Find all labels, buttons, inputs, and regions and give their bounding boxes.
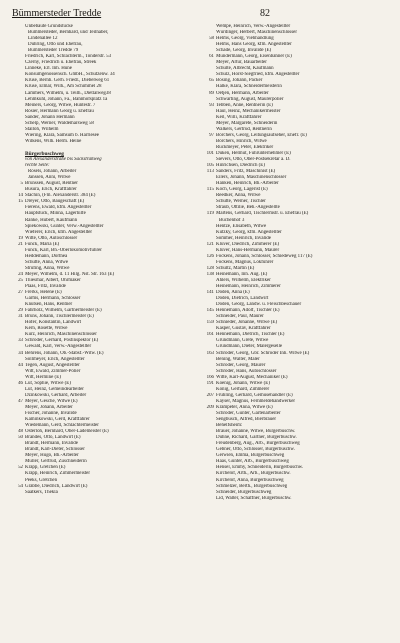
house-number bbox=[12, 490, 25, 496]
entry-text: Janssen, Anni, Witwe bbox=[28, 175, 71, 181]
entry-text: Schröder, Georg, Gbr. Schröder Inh. Witwe (E) bbox=[216, 350, 310, 356]
house-number: 115 bbox=[206, 187, 214, 193]
house-number: 65 bbox=[209, 78, 214, 84]
entry-text: Sievers, Otto, Ober-Postsekretär a. D. bbox=[216, 157, 291, 163]
house-number: 126 bbox=[206, 253, 214, 259]
entry-text: Hofer, Konstantin, Landwirt bbox=[25, 320, 82, 326]
entry-text: Klüver, Diedrich, Zimmerer (E) bbox=[216, 241, 280, 247]
entry-text: Funck, Maria (E) bbox=[25, 241, 60, 247]
house-number: 138 bbox=[206, 271, 214, 277]
entry-text: Wempe, Heinrich, Verw.-Angestellter bbox=[216, 24, 291, 29]
entry-text: Martens, Gerhard, Tischlermstr. u. Ehefrau (E) bbox=[216, 211, 309, 217]
house-number: 159 bbox=[206, 320, 214, 326]
entry-text: Klüver, Hans-Hermann, Maurer bbox=[216, 247, 280, 253]
entry-text: Kern, Rosette, Witwe bbox=[25, 326, 68, 332]
entry-text: Frerks, Helene (E) bbox=[25, 290, 62, 296]
entry-text: Fahrholz, Wilhelm, Gärtnermeister (E) bbox=[25, 308, 102, 314]
entry-text: Eilers, Johann, Maschinenschlosser bbox=[216, 175, 287, 181]
house-number: 33 bbox=[18, 338, 23, 344]
entry-text: Brandes, Otto, Landwirt (E) bbox=[25, 435, 81, 441]
entry-text: Kamińkowski, Gerd, Kraftfahrer bbox=[25, 417, 90, 423]
entry-text: Krampeter, Anna, Witwe (E) bbox=[216, 404, 273, 410]
house-number: 31 bbox=[18, 314, 23, 320]
entry-text: Friedrich, Karl, Schlachterm., Tonderstr. 53 bbox=[25, 54, 112, 60]
house-number: 113 bbox=[206, 169, 214, 175]
entry-text: Bösing, Johann, Packer bbox=[216, 78, 263, 84]
house-number: 14 bbox=[18, 193, 23, 199]
house-number: 145 bbox=[206, 308, 214, 314]
entry-text: Müller, Gertrud, Zuschneiderin bbox=[25, 459, 87, 465]
house-number: 105 bbox=[206, 163, 214, 169]
directory-columns bbox=[12, 24, 390, 502]
entry-text: Brunssen, August, Rentner bbox=[25, 181, 78, 187]
entry-text: Schütte, Werner, Tischler bbox=[216, 199, 266, 205]
right-column bbox=[203, 24, 390, 502]
entry-text: Witt, Ewald, Zimmer-Polier bbox=[25, 368, 81, 374]
entry-text: Meyer, Johann, Arbeiter bbox=[25, 404, 73, 410]
entry-text: Lindenallee 12 bbox=[28, 36, 58, 42]
entry-text: Brandt, Karl-Dieter, Schlosser bbox=[25, 447, 85, 453]
entry-text: Schröder, Günter, Gartenarbeiter bbox=[216, 411, 281, 416]
house-number: 128 bbox=[206, 265, 214, 271]
house-number: 29 bbox=[18, 308, 23, 314]
entry-text: Reedker, Anna, Witwe bbox=[216, 193, 261, 199]
entry-text: Wiedemann, Gerd, Schlachtermeister bbox=[25, 423, 99, 429]
entry-text: Konsumgenossensch. GmbH., Schützenw. 34 bbox=[25, 72, 115, 78]
entry-text: Doden, Dietrich, Landwirt bbox=[216, 296, 269, 302]
house-number: 48 bbox=[18, 429, 23, 435]
house-number: 47 bbox=[18, 398, 23, 404]
entry-text: Busura, Erich, Kraftfahrer bbox=[25, 187, 77, 193]
entry-text: Keil, Willi, Kraftfahrer bbox=[216, 114, 262, 120]
house-number: 166 bbox=[206, 374, 214, 380]
house-number: 93 bbox=[209, 102, 214, 108]
entry-text: Ahlers, Wilhelm, Elektriker bbox=[216, 277, 271, 283]
entry-text: rechte Seite: bbox=[25, 163, 50, 169]
entry-text: Unbebaute Grundstücke bbox=[25, 24, 73, 29]
entry-text: Duken, Helmut, Fuhrunternehmer (E) bbox=[216, 150, 291, 156]
entry-text: Behelfsheim: bbox=[216, 423, 243, 429]
entry-text: Doden, Anna (E) bbox=[216, 290, 250, 296]
entry-text: Lehmkuhl, Johann, Fa., Bahnhofsplatz 1a bbox=[25, 96, 108, 102]
entry-text: Bümmersteder, Bernhard, und Teilhaber, bbox=[28, 30, 109, 36]
entry-text: Kirchelöf, Anna, Bürgerbuschweg bbox=[216, 477, 284, 483]
entry-text: Tegen, August, Angestellter bbox=[25, 362, 80, 368]
entry-text: Helms, Hans Georg, kfm. Angestellter bbox=[216, 42, 292, 48]
entry-text: Meiners, Georg, Witwe, Huntestr. 7 bbox=[25, 102, 96, 108]
entry-text: Witte, Karl-August, Mechaniker (E) bbox=[216, 374, 288, 380]
entry-text: Schneider, Paul, Maurer bbox=[216, 314, 264, 320]
house-number: 25 bbox=[18, 277, 23, 283]
house-number: 97 bbox=[209, 132, 214, 138]
entry-text: Hentze, Elisabeth, Witwe bbox=[216, 223, 267, 229]
entry-text: Garms, Hermann, Schlosser bbox=[25, 296, 81, 302]
entry-text: Schneider, Bürgerbuschweg bbox=[216, 489, 272, 495]
entry-text: Saatkers, Thekla bbox=[25, 489, 58, 495]
house-number: 101 bbox=[206, 150, 214, 156]
entry-text: Stalloh, Wilhelm bbox=[25, 126, 59, 132]
house-number: 121 bbox=[206, 241, 214, 247]
entry-text: Meyer, Margarete, Schneiderin bbox=[216, 120, 278, 126]
house-number: 5 bbox=[20, 181, 23, 187]
entry-text: Kasper, Gustav, Kraftfahrer bbox=[216, 326, 271, 332]
entry-text: Schultz, Martin (E) bbox=[216, 265, 255, 271]
entry-text: Buchenhof 3 bbox=[219, 217, 245, 223]
entry-text: Stachin, (Fm. Alexanderstr. 384 (E) bbox=[25, 193, 96, 199]
entry-text: Meyer, Wilhelm, d. 11 Hilg. Nst. Str. 163 (E) bbox=[25, 271, 115, 277]
entry-text: Witte, Otto, Autoschlosser bbox=[25, 235, 78, 241]
entry-text: Wieferer, Erich, kfm. Angestellter bbox=[25, 229, 93, 235]
entry-text: Koch, Georg, Lagerist (E) bbox=[216, 187, 268, 193]
entry-text: Wilkens, Wilh. Herm. Heine bbox=[25, 138, 82, 144]
entry-text: Schröder, Georg, Maurer bbox=[216, 362, 266, 368]
entry-text: Koenig, Johann, Witwe (E) bbox=[216, 380, 270, 386]
entry-text: Rosier, Hermann Georg u. Ehefrau bbox=[25, 108, 94, 114]
house-number: 141 bbox=[206, 290, 214, 296]
entry-text: Dreyer, Otto, Baugeschäft (E) bbox=[25, 199, 85, 205]
house-number bbox=[203, 496, 216, 502]
entry-text: Thiesmar, Albert, Ohrmaker bbox=[25, 277, 81, 283]
entry-text: Bruns, Johann, Tischlermeister (E) bbox=[25, 314, 94, 320]
entry-text: Schulte, Albrecht, Kaufmann bbox=[216, 66, 274, 72]
entry-text: Linneke, Erl. Inh. Hüne bbox=[25, 66, 72, 72]
entry-text: Hanken, Heinrich, Bh.-Arbeiter bbox=[216, 181, 279, 187]
directory-entry bbox=[203, 496, 390, 502]
house-number: 119 bbox=[206, 211, 214, 217]
entry-text: Schmelzer, Berth., Bürgerbuschweg bbox=[216, 483, 288, 489]
entry-text: Lid, Walter, Schaffner, Bürgerbuschw. bbox=[216, 495, 292, 501]
house-number: 207 bbox=[206, 392, 214, 398]
entry-text: Fierens, Ewald, kfm. Angestellter bbox=[25, 205, 92, 211]
entry-text: Ruckmeyer, Peter, Elektriker bbox=[216, 144, 274, 150]
street-title: Bümmersteder Tredde bbox=[12, 8, 102, 19]
house-number: 15 bbox=[18, 199, 23, 205]
entry-text: Gebner, Otto, Schlosser, Bürgerbuschw. bbox=[216, 447, 295, 453]
entry-text: Kruse, Elmar, Wilh., Am Schimmel 28 bbox=[25, 84, 102, 90]
house-number: 161 bbox=[206, 332, 214, 338]
entry-text: Hinrichsen, Diedrich (E) bbox=[216, 163, 265, 169]
entry-text: Brandt, Hermann, Invalide bbox=[25, 441, 78, 447]
entry-text: Hauptstück, Minna, Lagerhilfe bbox=[25, 211, 86, 217]
house-number: 50 bbox=[18, 435, 23, 441]
house-number: 27 bbox=[18, 290, 23, 296]
entry-text: Schulz, Horst-Siegfried, kfm. Angestellter bbox=[216, 72, 300, 78]
entry-text: Spiekowski, Günter, Verw.-Angestellter bbox=[25, 223, 104, 229]
entry-text: König, Gerhard, Zimmerer bbox=[216, 386, 270, 392]
house-number: 44 bbox=[18, 362, 23, 368]
entry-text: Sollmeyer, Erich, Angestellter bbox=[25, 356, 85, 362]
entry-text: Bürgerbuschweg bbox=[25, 150, 64, 157]
entry-text: Strüfing, Anna, Witwe bbox=[25, 265, 70, 271]
entry-text: Sander, Johann Hermann bbox=[25, 114, 75, 120]
entry-text: Knutsen, Hans, Rentner bbox=[25, 302, 73, 308]
entry-text: Kayser, Magnus, Fernmeldehandwerker bbox=[216, 398, 296, 404]
entry-text: Meyer, Artur, Bauarbeiter bbox=[216, 60, 267, 66]
entry-text: Brauer, Johanne, Witwe, Bürgerbuschw. bbox=[216, 429, 296, 435]
entry-text: Grundmann, Grete, Witwe bbox=[216, 338, 269, 344]
entry-text: Schröder, Gerhard, Postinspektor (E) bbox=[25, 338, 99, 344]
entry-text: Wiering, Klara, Samsum b. Harriesee bbox=[25, 132, 99, 138]
entry-text: Funck, Karl, Bh.-Oberlokomotivführer bbox=[25, 247, 102, 253]
entry-text: Heinemann, Inh. Aug. (E) bbox=[216, 271, 268, 277]
entry-text: Schröder, Hans, Autoschlosser bbox=[216, 368, 277, 374]
entry-text: Frühling, Gerhard, Gemüsehändler (E) bbox=[216, 392, 293, 398]
entry-text: Dzinkowski, Gerhard, Arbeiter bbox=[25, 392, 87, 398]
house-number: 19 bbox=[18, 235, 23, 241]
entry-text: Walkers, Gertrud, Rentnerin bbox=[216, 126, 272, 132]
entry-text: Meyer, Hugo, Bh.-Arbeiter bbox=[25, 453, 79, 459]
house-number: 61 bbox=[209, 54, 214, 60]
house-number: 34 bbox=[18, 350, 23, 356]
entry-text: Sommer, Heinrich, Invalide bbox=[216, 235, 271, 241]
entry-text: Schnieder, Johanne, Witwe (E) bbox=[216, 320, 278, 326]
house-number: 54 bbox=[18, 483, 23, 489]
entry-text: Schade, Georg, Invalide (E) bbox=[216, 48, 272, 54]
entry-text: Lammers, Wilhelm, u. Teilh., Dietlalweg38 bbox=[25, 90, 111, 96]
entry-text: Schutte, Anna, Witwe bbox=[25, 259, 69, 265]
entry-text: Osterloh, Bernhard, Ober-Lademeister (E) bbox=[25, 429, 109, 435]
entry-text: Rösels, Johann, Arbeiter bbox=[28, 169, 77, 175]
entry-text: Heinemann, Heinrich, Zimmerer bbox=[216, 284, 281, 290]
directory-entry bbox=[12, 490, 199, 496]
entry-text: von Alexanderstraße bis Sackstraßweg bbox=[25, 157, 102, 163]
entry-text: Borchers, Hinrich, Witwe bbox=[216, 138, 267, 144]
entry-text: Haas, Günter, Arb., Bürgerbuschweg bbox=[216, 459, 289, 465]
entry-text: Hennemann, Adolf, Tischler (E) bbox=[216, 308, 280, 314]
entry-text: Haul, Heinz, Mechanikermeister bbox=[216, 108, 281, 114]
house-number: 46 bbox=[18, 380, 23, 386]
entry-text: Meyer, Gesche, Witwe (E) bbox=[25, 398, 78, 404]
entry-text: Helms, Georg, Viehhandlung bbox=[216, 36, 274, 42]
left-column bbox=[12, 24, 199, 502]
house-number: 209 bbox=[206, 404, 214, 410]
entry-text: Grabbe, Diedrich, Landwirt (E) bbox=[25, 483, 88, 489]
entry-text: Krapp, Gretchen (E) bbox=[25, 465, 66, 471]
entry-text: Heddemann, Dorthea bbox=[25, 253, 68, 259]
entry-text: Hälke, Klara, Schneidermeisterin bbox=[216, 84, 282, 90]
entry-text: Peeks, Gretchen bbox=[25, 477, 58, 483]
entry-text: Kruse, Bernh. Gerh. Friedr., Diebelweg 61 bbox=[25, 78, 110, 84]
entry-text: Hensel, Emmy, Schneiderin, Bürgerbuschw. bbox=[216, 465, 304, 471]
entry-text: Lüt, Heinz, Gemeindearbeiter bbox=[25, 386, 84, 392]
page-number: 82 bbox=[260, 8, 270, 19]
entry-text: Fockens, Magnus, Lokführer bbox=[216, 259, 274, 265]
entry-text: Kirchelöf, Arth., Arb., Bürgerbuschw. bbox=[216, 471, 291, 477]
house-number: 163 bbox=[206, 350, 214, 356]
entry-text: Behrens, Johann, Ob.-Stabsf.-Witw. (E) bbox=[25, 350, 104, 356]
entry-text: Witt, Hermine (E) bbox=[25, 374, 61, 380]
house-number: 58 bbox=[209, 36, 214, 42]
entry-text: Borchers, Georg, Leitungsaufseher, Ehefr. (E) bbox=[216, 132, 307, 138]
entry-text: Plaas, Fritz, Invalide bbox=[25, 284, 66, 290]
entry-text: Kurz, Heinrich, Maschinenschlosser bbox=[25, 332, 97, 338]
house-number: 21 bbox=[18, 241, 23, 247]
entry-text: Hennemann, Dietrich, Tischler (E) bbox=[216, 332, 285, 338]
entry-text: Bening, Walter, Maler bbox=[216, 356, 260, 362]
house-number: 24 bbox=[18, 271, 23, 277]
entry-text: Ranke, Hubert, Kaufmann bbox=[25, 217, 78, 223]
house-number: 89 bbox=[209, 90, 214, 96]
house-number: 52 bbox=[18, 465, 23, 471]
entry-text: Bümmersteder Tredde 79 bbox=[28, 48, 79, 54]
entry-text: Schelp, Werner, Waldemarsweg 58 bbox=[25, 120, 94, 126]
entry-text: Czerny, Friedrich u. Ehefrau, Streek bbox=[25, 60, 97, 66]
entry-text: Gerwien, Emma, Bürgerbuschweg bbox=[216, 453, 285, 459]
entry-text: Mundermann, Georg, Eisenbahner (E) bbox=[216, 54, 292, 60]
house-number: 191 bbox=[206, 380, 214, 386]
entry-text: Kutzky, Georg, kfm. Angestellter bbox=[216, 229, 282, 235]
running-head bbox=[12, 8, 390, 22]
entry-text: Gewald, Karl, Verw.-Angestellter bbox=[25, 344, 92, 350]
entry-text: Oetjen, Hermann, Arbeiter bbox=[216, 90, 269, 96]
entry-text: Lüt, Sophie, Witwe (E) bbox=[25, 380, 71, 386]
entry-text: Krapp, Heinrich, Zimmermeister bbox=[25, 471, 90, 477]
entry-text: Dühring, Otto und Ehefrau, bbox=[28, 42, 83, 48]
entry-text: Schwarting, August, Maurerpolier bbox=[216, 96, 284, 102]
entry-text: Doden, Georg, Landw. u. Fleischbeschauer bbox=[216, 302, 302, 308]
entry-text: Würdinger, Herbert, Maschinenschlosser bbox=[216, 30, 297, 36]
entry-text: Fischer, Johanne, Invalide bbox=[25, 411, 77, 416]
entry-text: Tebben, Anne, Rentnerin (E) bbox=[216, 102, 273, 108]
entry-text: Sanders, Fritz, Maschinist (E) bbox=[216, 169, 276, 175]
entry-text: Dühne, Richard, Gärtner, Bürgerbuschw. bbox=[216, 435, 297, 441]
entry-text: Sengbusch, Alfred, Bierbrauer bbox=[216, 417, 277, 423]
entry-text: Straub, Ottilie, Beh.-Angestellte bbox=[216, 205, 280, 211]
entry-text: Freudenberg, Aug., Arb., Bürgerbuschweg bbox=[216, 441, 300, 447]
entry-text: Fockens, Johann, Schlosser, Schiedeweg 117 (E) bbox=[216, 253, 313, 259]
entry-text: Grundmann, Dieter, Malergeselle bbox=[216, 344, 283, 350]
